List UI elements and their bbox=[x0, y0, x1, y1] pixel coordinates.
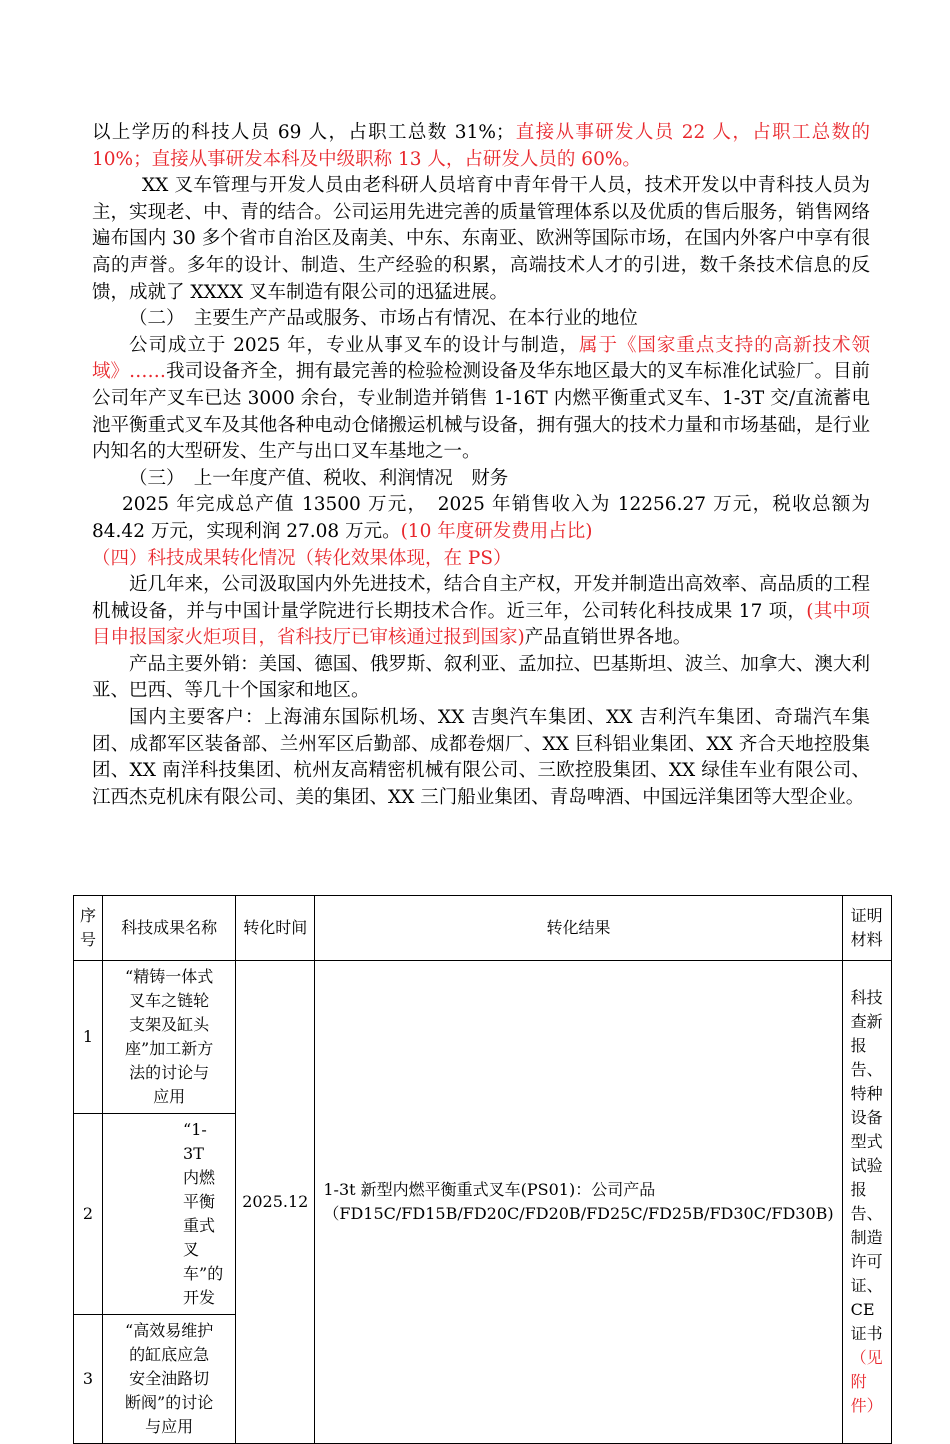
achievements-table bbox=[73, 895, 892, 1444]
transfer-time-cell: 2025.12 bbox=[236, 961, 315, 1444]
table-header-row bbox=[74, 896, 892, 961]
header-time: 转化时间 bbox=[236, 896, 315, 961]
section-heading-finance: （三） 上一年度产值、税收、利润情况 财务 bbox=[129, 467, 509, 489]
transfer-text-a: 近几年来，公司汲取国内外先进技术，结合自主产权，开发并制造出高效率、高品质的工程机械设备，并与中国计量学院进行长期技术合作。近三年，公司转化科技成果 17 项， bbox=[92, 574, 870, 622]
proof-text: 科技查新报告、特种设备型式试验报告、制造许可证、CE 证书 bbox=[850, 988, 883, 1343]
products-text-a: 公司成立于 2025 年，专业从事叉车的设计与制造， bbox=[129, 334, 580, 356]
products-text-c: 我司设备齐全，拥有最完善的检验检测设备及华东地区最大的叉车标准化试验厂。目前公司年产叉车已达 3000 余台，专业制造并销售 1-16T 内燃平衡重式叉车、1-3T 交/直流蓄电池平衡重式叉车及其他各种电动仓储搬运机械与设备，拥有强大的技术力量和市场基础，是行业内知名的大型研发、生产与出口叉车基地之一。 bbox=[92, 361, 870, 463]
products-highlight: 属于《国家重点支持的高新技术领域》…… bbox=[92, 334, 870, 383]
table-row bbox=[74, 961, 892, 1114]
paragraph-finance bbox=[92, 492, 870, 545]
row-name: “精铸一体式叉车之链轮支架及缸头座”加工新方法的讨论与应用 bbox=[103, 961, 236, 1114]
section-heading-products: （二） 主要生产产品或服务、市场占有情况、在本行业的地位 bbox=[129, 308, 638, 330]
paragraph-team: XX 叉车管理与开发人员由老科研人员培育中青年骨干人员，技术开发以中青科技人员为主，实现老、中、青的结合。公司运用先进完善的质量管理体系以及优质的售后服务，销售网络遍布国内 30 多个省市自治区及南美、中东、东南亚、欧洲等国际市场，在国内外客户中享有很高的声誉。多年的设计、制造、生产经验的积累，高端技术人才的引进，数千条技术信息的反馈，成就了 XXXX 叉车制造有限公司的迅猛进展。 bbox=[92, 175, 870, 303]
row-no: 2 bbox=[74, 1114, 103, 1315]
header-no: 序号 bbox=[74, 896, 103, 961]
header-name: 科技成果名称 bbox=[103, 896, 236, 961]
document-body bbox=[92, 120, 870, 811]
staff-highlight: 直接从事研发人员 22 人，占职工总数的 10%；直接从事研发本科及中级职称 13 人，占研发人员的 60%。 bbox=[92, 122, 870, 170]
transfer-highlight: (其中项目申报国家火炬项目，省科技厅已审核通过报到国家) bbox=[92, 600, 871, 649]
proof-cell bbox=[842, 961, 891, 1444]
paragraph-products bbox=[92, 333, 870, 466]
proof-note: （见附件） bbox=[850, 1348, 883, 1415]
row-no: 3 bbox=[74, 1315, 103, 1444]
finance-text: 2025 年完成总产值 13500 万元， 2025 年销售收入为 12256.27 万元，税收总额为 84.42 万元，实现利润 27.08 万元。 bbox=[92, 494, 870, 542]
row-name: “1-3T 内燃平衡重式叉车”的开发 bbox=[103, 1114, 236, 1315]
header-proof: 证明材料 bbox=[842, 896, 891, 961]
header-result: 转化结果 bbox=[315, 896, 842, 961]
transfer-result-cell: 1-3t 新型内燃平衡重式叉车(PS01)：公司产品（FD15C/FD15B/FD20C/FD20B/FD25C/FD25B/FD30C/FD30B) bbox=[315, 961, 842, 1444]
paragraph-export: 产品主要外销：美国、德国、俄罗斯、叙利亚、孟加拉、巴基斯坦、波兰、加拿大、澳大利亚、巴西、等几十个国家和地区。 bbox=[92, 653, 870, 702]
section-heading-transfer: （四）科技成果转化情况（转化效果体现，在 PS） bbox=[92, 547, 512, 569]
paragraph-transfer bbox=[92, 572, 870, 652]
staff-text: 以上学历的科技人员 69 人，占职工总数 31%； bbox=[92, 122, 515, 143]
row-name: “高效易维护的缸底应急安全油路切断阀”的讨论与应用 bbox=[103, 1315, 236, 1444]
paragraph-staff bbox=[92, 120, 870, 173]
transfer-text-c: 产品直销世界各地。 bbox=[524, 627, 692, 649]
finance-highlight: (10 年度研发费用占比) bbox=[400, 520, 593, 542]
paragraph-customers: 国内主要客户：上海浦东国际机场、XX 吉奥汽车集团、XX 吉利汽车集团、奇瑞汽车集团、成都军区装备部、兰州军区后勤部、成都卷烟厂、XX 巨科铝业集团、XX 齐合天地控股集团、XX 南洋科技集团、杭州友高精密机械有限公司、三欧控股集团、XX 绿佳车业有限公司、江西杰克机床有限公司、美的集团、XX 三门船业集团、青岛啤酒、中国远洋集团等大型企业。 bbox=[92, 707, 870, 808]
row-no: 1 bbox=[74, 961, 103, 1114]
